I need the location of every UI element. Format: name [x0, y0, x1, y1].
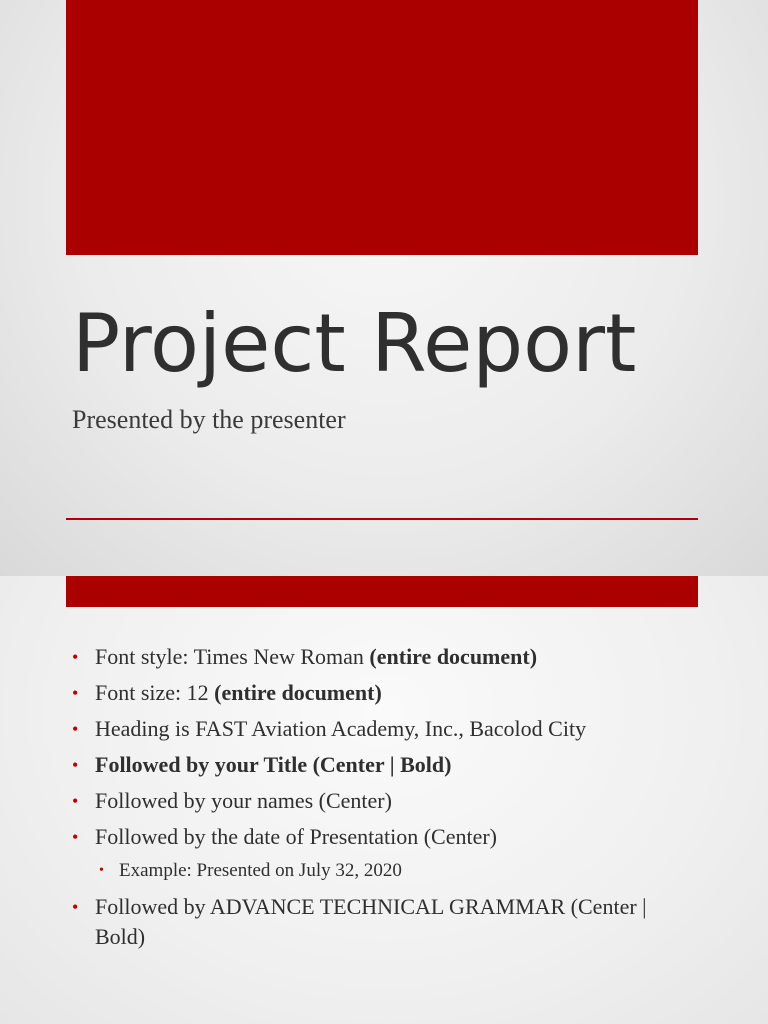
bullet-item — [72, 892, 692, 952]
title-slide-red-banner — [66, 0, 698, 255]
bullet-item — [72, 750, 692, 780]
bullet-text: Followed by your names (Center) — [95, 788, 392, 813]
bullet-item — [72, 642, 692, 672]
bullet-text: Heading is FAST Aviation Academy, Inc., Bacolod City — [95, 716, 587, 741]
bullet-bold-text: (entire document) — [214, 680, 382, 705]
bullet-bold-text: Followed by your Title (Center | Bold) — [95, 752, 452, 777]
bullet-text: Font style: Times New Roman — [95, 644, 370, 669]
bullet-dot-icon: • — [99, 863, 104, 878]
slide-title: Project Report — [72, 297, 637, 390]
content-slide — [0, 576, 768, 1024]
bullet-bold-text: (entire document) — [369, 644, 538, 669]
bullet-list — [72, 642, 692, 958]
bullet-text: Followed by ADVANCE TECHNICAL GRAMMAR (Center | Bold) — [95, 894, 647, 949]
bullet-text: Followed by the date of Presentation (Center) — [95, 824, 498, 849]
bullet-dot-icon: • — [72, 791, 79, 811]
slide-subtitle: Presented by the presenter — [72, 405, 346, 434]
bullet-dot-icon: • — [72, 897, 79, 917]
title-divider-line — [66, 518, 698, 520]
bullet-item — [72, 786, 692, 816]
bullet-dot-icon: • — [72, 719, 79, 739]
bullet-dot-icon: • — [72, 827, 79, 847]
bullet-text: Font size: 12 — [95, 680, 215, 705]
bullet-dot-icon: • — [72, 647, 79, 667]
bullet-item — [72, 678, 692, 708]
bullet-dot-icon: • — [72, 755, 79, 775]
sub-bullet-text: Example: Presented on July 32, 2020 — [119, 860, 402, 881]
bullet-item — [72, 822, 692, 852]
bullet-item — [72, 714, 692, 744]
content-slide-red-header-bar — [66, 576, 698, 607]
sub-bullet-item — [99, 858, 692, 884]
bullet-dot-icon: • — [72, 683, 79, 703]
